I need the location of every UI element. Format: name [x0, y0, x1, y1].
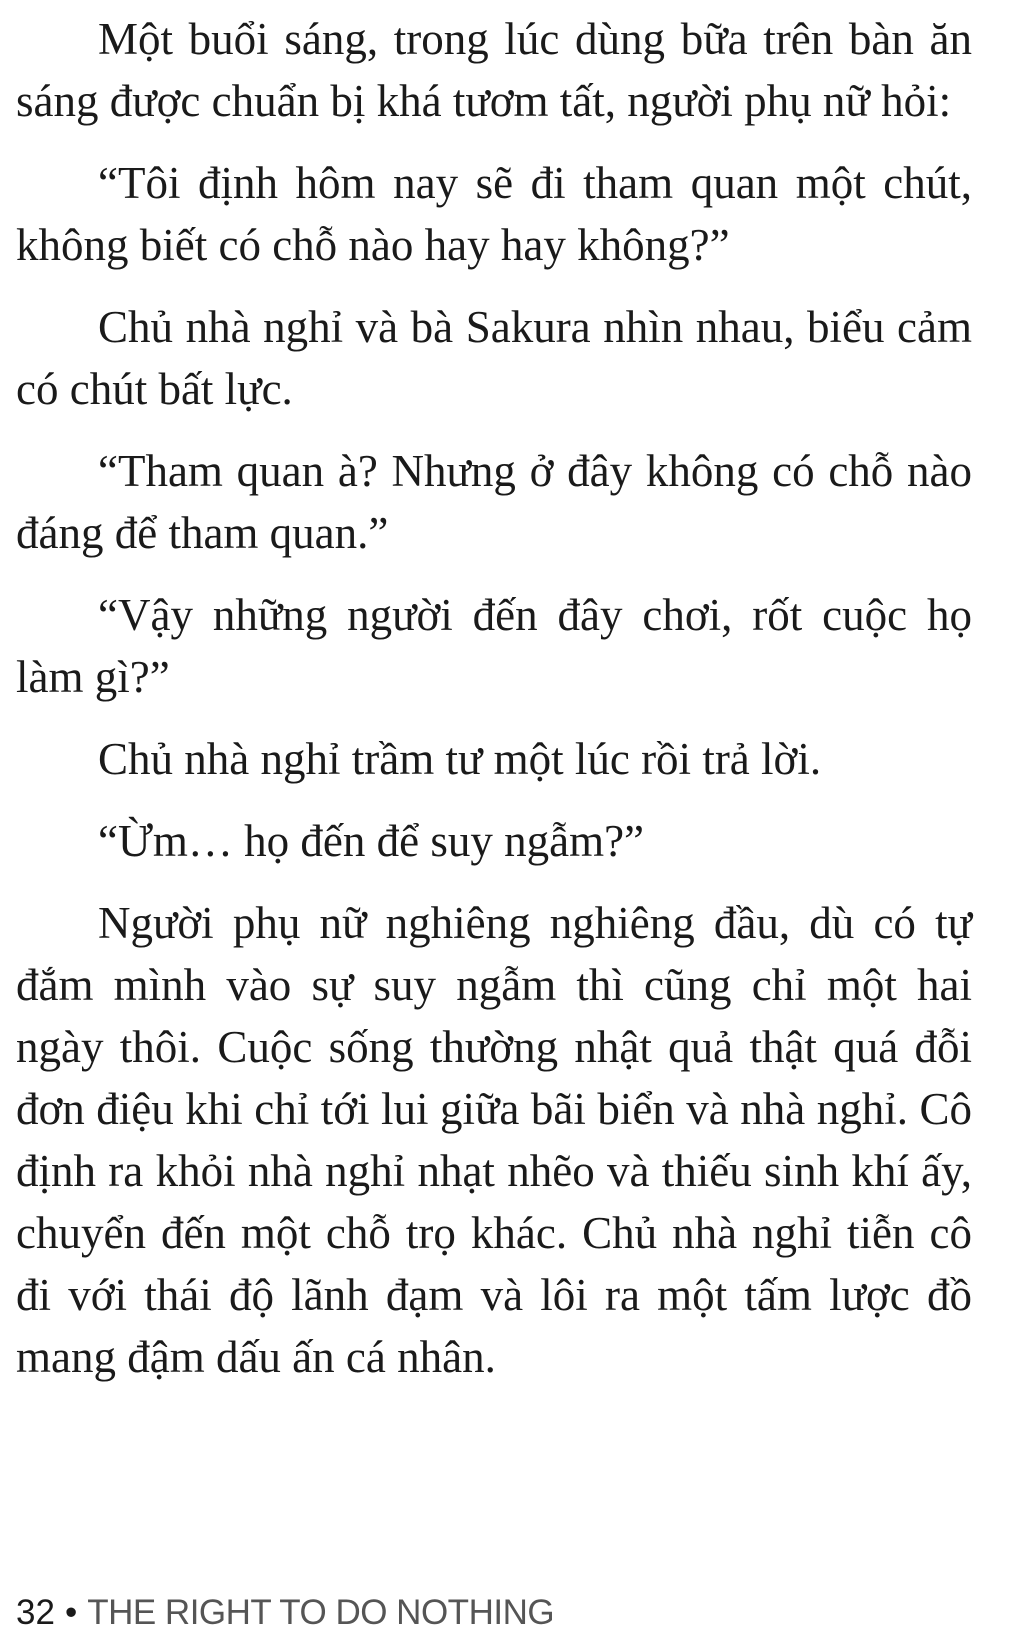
body-text: [16, 8, 972, 1388]
paragraph: “Tham quan à? Nhưng ở đây không có chỗ nào đáng để tham quan.”: [16, 446, 972, 558]
paragraph: “Tôi định hôm nay sẽ đi tham quan một chút, không biết có chỗ nào hay hay không?”: [16, 158, 972, 270]
paragraph: Người phụ nữ nghiêng nghiêng đầu, dù có tự đắm mình vào sự suy ngẫm thì cũng chỉ một hai ngày thôi. Cuộc sống thường nhật quả thật quá đỗi đơn điệu khi chỉ tới lui giữa bãi biển và nhà nghỉ. Cô định ra khỏi nhà nghỉ nhạt nhẽo và thiếu sinh khí ấy, chuyển đến một chỗ trọ khác. Chủ nhà nghỉ tiễn cô đi với thái độ lãnh đạm và lôi ra một tấm lược đồ mang đậm dấu ấn cá nhân.: [16, 898, 972, 1382]
paragraph: Chủ nhà nghỉ trầm tư một lúc rồi trả lời.: [98, 734, 822, 784]
bullet-separator: •: [64, 1593, 78, 1632]
page-number: 32: [16, 1593, 55, 1632]
page-footer: [16, 1593, 554, 1633]
paragraph: Một buổi sáng, trong lúc dùng bữa trên bàn ăn sáng được chuẩn bị khá tươm tất, người phụ nữ hỏi:: [16, 14, 972, 126]
running-title: THE RIGHT TO DO NOTHING: [87, 1593, 555, 1632]
paragraph: Chủ nhà nghỉ và bà Sakura nhìn nhau, biểu cảm có chút bất lực.: [16, 302, 972, 414]
paragraph: “Vậy những người đến đây chơi, rốt cuộc họ làm gì?”: [16, 590, 972, 702]
paragraph: “Ừm… họ đến để suy ngẫm?”: [98, 816, 645, 866]
